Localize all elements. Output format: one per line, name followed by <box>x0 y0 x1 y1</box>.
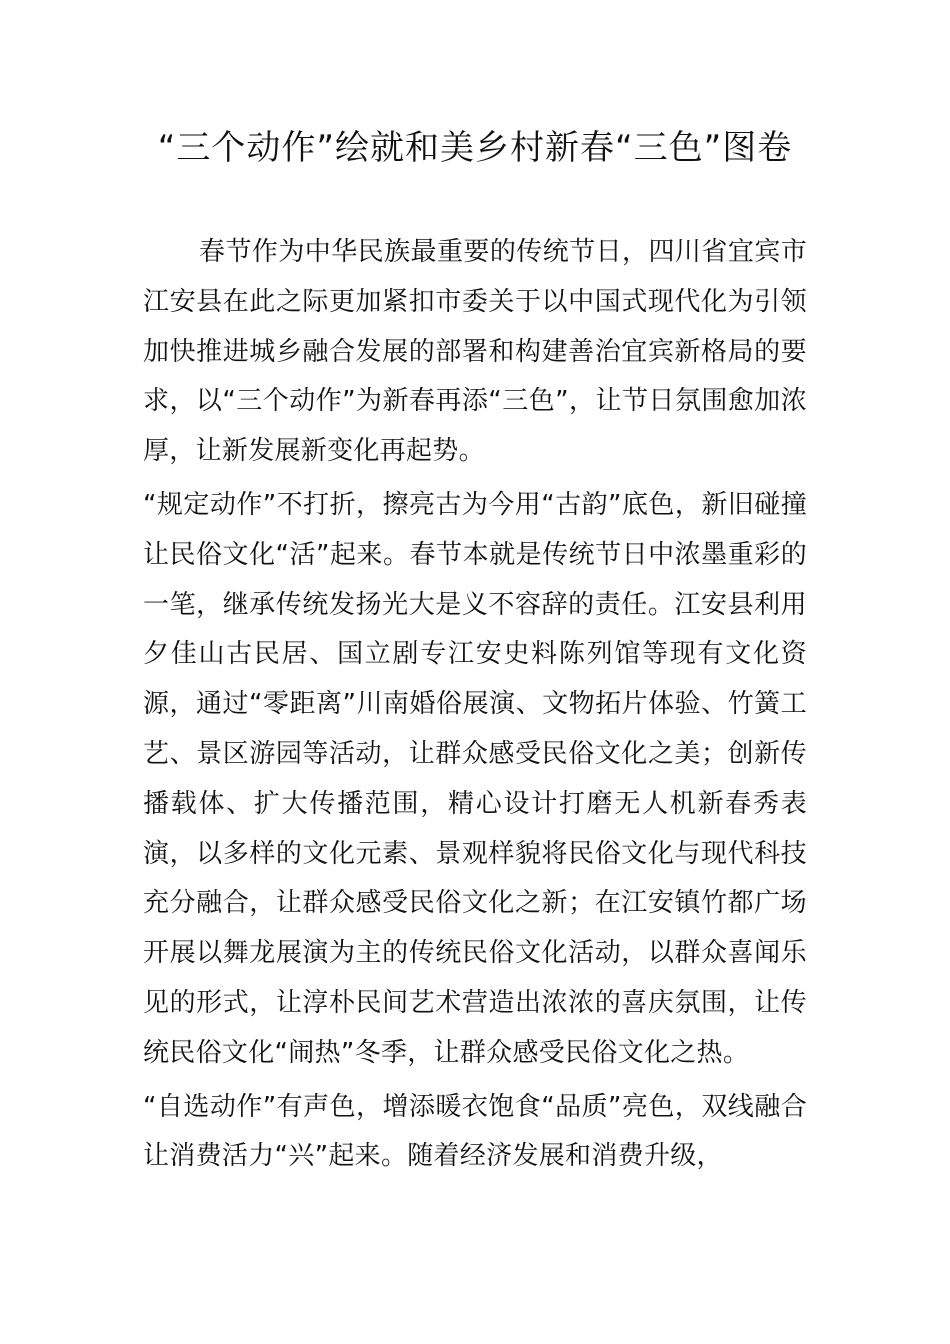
paragraph-optional-actions: “自选动作”有声色，增添暖衣饱食“品质”亮色，双线融合让消费活力“兴”起来。随着经济发展和消费升级， <box>143 1091 807 1172</box>
paragraph-required-actions: “规定动作”不打折，擦亮古为今用“古韵”底色，新旧碰撞让民俗文化“活”起来。春节本就是传统节日中浓墨重彩的一笔，继承传统发扬光大是义不容辞的责任。江安县利用夕佳山古民居、国立剧专江安史料陈列馆等现有文化资源，通过“零距离”川南婚俗展演、文物拓片体验、竹簧工艺、景区游园等活动，让群众感受民俗文化之美；创新传播载体、扩大传播范围，精心设计打磨无人机新春秀表演，以多样的文化元素、景观样貌将民俗文化与现代科技充分融合，让群众感受民俗文化之新；在江安镇竹都广场开展以舞龙展演为主的传统民俗文化活动，以群众喜闻乐见的形式，让淳朴民间艺术营造出浓浓的喜庆氛围，让传统民俗文化“闹热”冬季，让群众感受民俗文化之热。 <box>143 489 807 1068</box>
paragraph-intro: 春节作为中华民族最重要的传统节日，四川省宜宾市江安县在此之际更加紧扣市委关于以中国式现代化为引领加快推进城乡融合发展的部署和构建善治宜宾新格局的要求，以“三个动作”为新春再添“三色”，让节日氛围愈加浓厚，让新发展新变化再起势。 <box>143 237 807 467</box>
document-body <box>143 228 807 1182</box>
document-title: “三个动作”绘就和美乡村新春“三色”图卷 <box>157 128 793 168</box>
